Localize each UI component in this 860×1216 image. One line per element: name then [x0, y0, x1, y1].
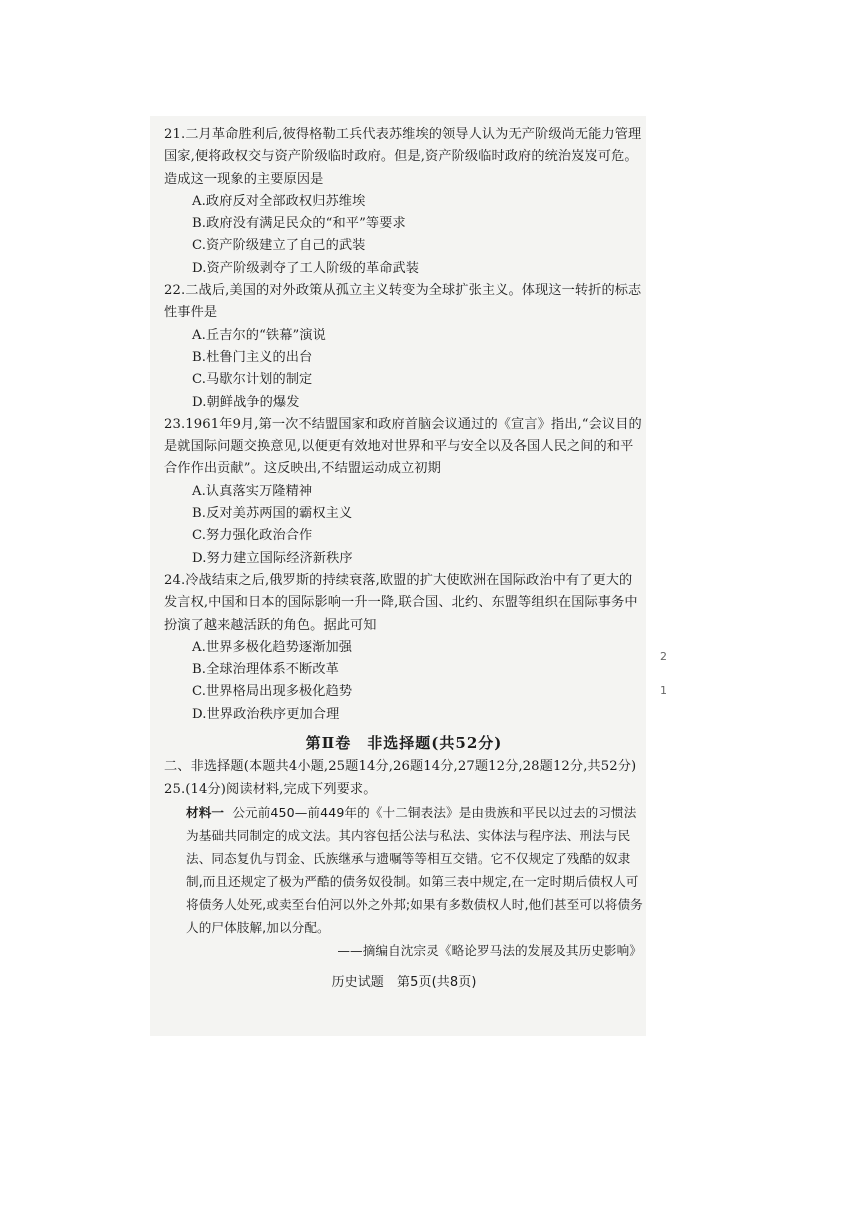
option-d: D.朝鲜战争的爆发 [192, 394, 300, 410]
option-d: D.努力建立国际经济新秩序 [192, 550, 353, 566]
question-24 [164, 570, 644, 726]
margin-mark: 2 [660, 650, 667, 663]
option-b: B.全球治理体系不断改革 [192, 662, 339, 678]
question-stem: 21.二月革命胜利后,彼得格勒工兵代表苏维埃的领导人认为无产阶级尚无能力管理国家,便将政权交与资产阶级临时政府。但是,资产阶级临时政府的统治岌岌可危。造成这一现象的主要原因是 [164, 127, 642, 187]
question-21 [164, 124, 644, 280]
option-c: C.世界格局出现多极化趋势 [192, 684, 353, 700]
material-label: 材料一 [186, 804, 225, 820]
material-text: 公元前450—前449年的《十二铜表法》是由贵族和平民以过去的习惯法为基础共同制定的成文法。其内容包括公法与私法、实体法与程序法、刑法与民法、同态复仇与罚金、氏族继承与遗嘱等等相互交错。它不仅规定了残酷的奴隶制,而且还规定了极为严酷的债务奴役制。如第三表中规定,在一定时期后债权人可将债务人处死,或卖至台伯河以外之外邦;如果有多数债权人时,他们甚至可以将债务人的尸体肢解,加以分配。 [186, 804, 643, 935]
exam-page-content [164, 124, 644, 994]
option-a: A.丘吉尔的“铁幕”演说 [192, 327, 326, 343]
question-25-stem: 25.(14分)阅读材料,完成下列要求。 [164, 781, 377, 797]
question-stem: 22.二战后,美国的对外政策从孤立主义转变为全球扩张主义。体现这一转折的标志性事件是 [164, 283, 642, 321]
question-22 [164, 280, 644, 414]
option-a: A.世界多极化趋势逐渐加强 [192, 639, 353, 655]
option-c: C.马歇尔计划的制定 [192, 372, 313, 388]
option-c: C.资产阶级建立了自己的武装 [192, 238, 366, 254]
material-source: ——摘编自沈宗灵《略论罗马法的发展及其历史影响》 [337, 942, 642, 958]
option-a: A.认真落实万隆精神 [192, 483, 313, 499]
option-a: A.政府反对全部政权归苏维埃 [192, 193, 366, 209]
question-stem: 24.冷战结束之后,俄罗斯的持续衰落,欧盟的扩大使欧洲在国际政治中有了更大的发言权,中国和日本的国际影响一升一降,联合国、北约、东盟等组织在国际事务中扮演了越来越活跃的角色。据此可知 [164, 572, 638, 633]
option-b: B.反对美苏两国的霸权主义 [192, 506, 353, 522]
section-title: 第Ⅱ卷 非选择题(共52分) [305, 734, 503, 753]
page-footer: 历史试题 第5页(共8页) [331, 974, 477, 990]
margin-mark: 1 [660, 684, 667, 697]
option-d: D.资产阶级剥夺了工人阶级的革命武装 [192, 260, 420, 276]
section-instructions: 二、非选择题(本题共4小题,25题14分,26题14分,27题12分,28题12分,共52分) [164, 759, 637, 775]
question-stem: 23.1961年9月,第一次不结盟国家和政府首脑会议通过的《宣言》指出,“会议目的是就国际问题交换意见,以便更有效地对世界和平与安全以及各国人民之间的和平合作作出贡献”。这反映出,不结盟运动成立初期 [164, 416, 642, 477]
option-b: B.政府没有满足民众的“和平”等要求 [192, 216, 406, 232]
option-d: D.世界政治秩序更加合理 [192, 706, 340, 722]
option-b: B.杜鲁门主义的出台 [192, 349, 313, 365]
question-23 [164, 414, 644, 570]
option-c: C.努力强化政治合作 [192, 528, 313, 544]
material-one [164, 801, 644, 939]
